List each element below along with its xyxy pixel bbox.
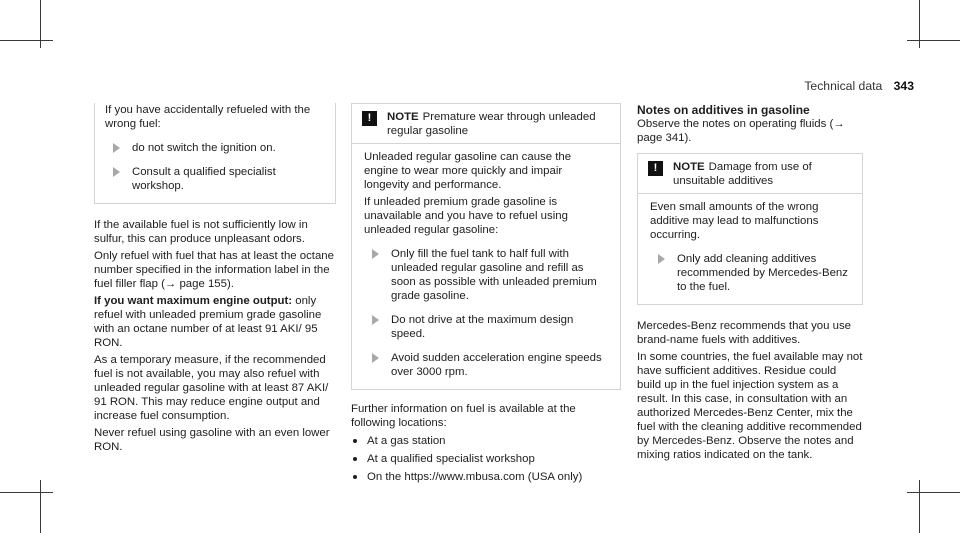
list-item: On the https://www.mbusa.com (USA only) bbox=[351, 470, 621, 484]
step-item: Only fill the fuel tank to half full with unleaded regular gasoline and refill as soon as possible with unleaded premium grade gasoline. bbox=[364, 247, 608, 303]
paragraph: As a temporary measure, if the recommended fuel is not available, you may also refuel with unleaded regular gasoline with at least 87 AKI/ 91 RON. This may reduce engine output and increase fuel consumption. bbox=[94, 354, 329, 422]
step-arrow-icon bbox=[113, 143, 120, 153]
step-item: Do not drive at the maximum design speed. bbox=[364, 313, 608, 341]
wrong-fuel-box bbox=[94, 103, 336, 204]
list-item: At a qualified specialist workshop bbox=[351, 452, 621, 466]
paragraph: If the available fuel is not sufficiently low in sulfur, this can produce unpleasant odors. bbox=[94, 219, 308, 245]
paragraph: Mercedes-Benz recommends that you use brand-name fuels with additives. bbox=[637, 320, 851, 346]
box-intro: If you have accidentally refueled with the wrong fuel: bbox=[105, 104, 311, 130]
column-middle bbox=[351, 103, 621, 484]
step-arrow-icon bbox=[372, 353, 379, 363]
step-item: do not switch the ignition on. bbox=[105, 141, 323, 155]
note-header bbox=[352, 104, 620, 144]
bullet-dot-icon bbox=[353, 457, 357, 461]
paragraph: Never refuel using gasoline with an even lower RON. bbox=[94, 427, 330, 453]
step-arrow-icon bbox=[658, 254, 665, 264]
step-item: Consult a qualified specialist workshop. bbox=[105, 165, 323, 193]
note-subject: Premature wear through unleaded regular gasoline bbox=[387, 111, 596, 137]
section-heading: Notes on additives in gasoline bbox=[637, 103, 810, 117]
paragraph: If you want maximum engine output: only refuel with unleaded premium grade gasoline with an octane number of at least 91 AKI/ 95 RON. bbox=[94, 295, 322, 349]
note-header bbox=[638, 154, 862, 194]
note-title: NOTE bbox=[673, 161, 705, 173]
page-number: 343 bbox=[893, 79, 914, 93]
note-subject: Damage from use of unsuitable additives bbox=[673, 161, 812, 187]
paragraph: Only refuel with fuel that has at least the octane number specified in the information label in the fuel filler flap (→ page 155). bbox=[94, 250, 334, 290]
paragraph: In some countries, the fuel available may not have sufficient additives. Residue could build up in the fuel injection system as a result. In this case, in consultation with an authorized Mercedes-Benz Center, mix the fuel with the cleaning additive recommended by Mercedes-Benz. Observe the notes and mixing ratios indicated on the tank. bbox=[637, 351, 863, 461]
list-item: At a gas station bbox=[351, 434, 621, 448]
note-body: If unleaded premium grade gasoline is unavailable and you have to refuel using unleaded regular gasoline: bbox=[364, 196, 568, 236]
bold-lead: If you want maximum engine output: bbox=[94, 295, 293, 307]
page-header bbox=[804, 79, 914, 93]
step-arrow-icon bbox=[372, 249, 379, 259]
step-item: Only add cleaning additives recommended by Mercedes-Benz to the fuel. bbox=[650, 252, 850, 294]
warning-icon: ! bbox=[648, 161, 663, 176]
note-box bbox=[637, 153, 863, 305]
locations-list bbox=[351, 434, 621, 484]
note-body: Unleaded regular gasoline can cause the engine to wear more quickly and impair longevity and performance. bbox=[364, 151, 572, 191]
paragraph: Further information on fuel is available at the following locations: bbox=[351, 403, 576, 429]
note-title: NOTE bbox=[387, 111, 419, 123]
column-left bbox=[94, 103, 336, 454]
note-body: Even small amounts of the wrong additive may lead to malfunctions occurring. bbox=[650, 201, 819, 241]
section-title: Technical data bbox=[804, 79, 883, 93]
step-item: Avoid sudden acceleration engine speeds over 3000 rpm. bbox=[364, 351, 608, 379]
paragraph: Observe the notes on operating fluids (→ page 341). bbox=[637, 118, 845, 144]
column-right bbox=[637, 103, 863, 462]
note-box bbox=[351, 103, 621, 390]
step-arrow-icon bbox=[372, 315, 379, 325]
bullet-dot-icon bbox=[353, 439, 357, 443]
warning-icon: ! bbox=[362, 111, 377, 126]
step-arrow-icon bbox=[113, 167, 120, 177]
bullet-dot-icon bbox=[353, 475, 357, 479]
